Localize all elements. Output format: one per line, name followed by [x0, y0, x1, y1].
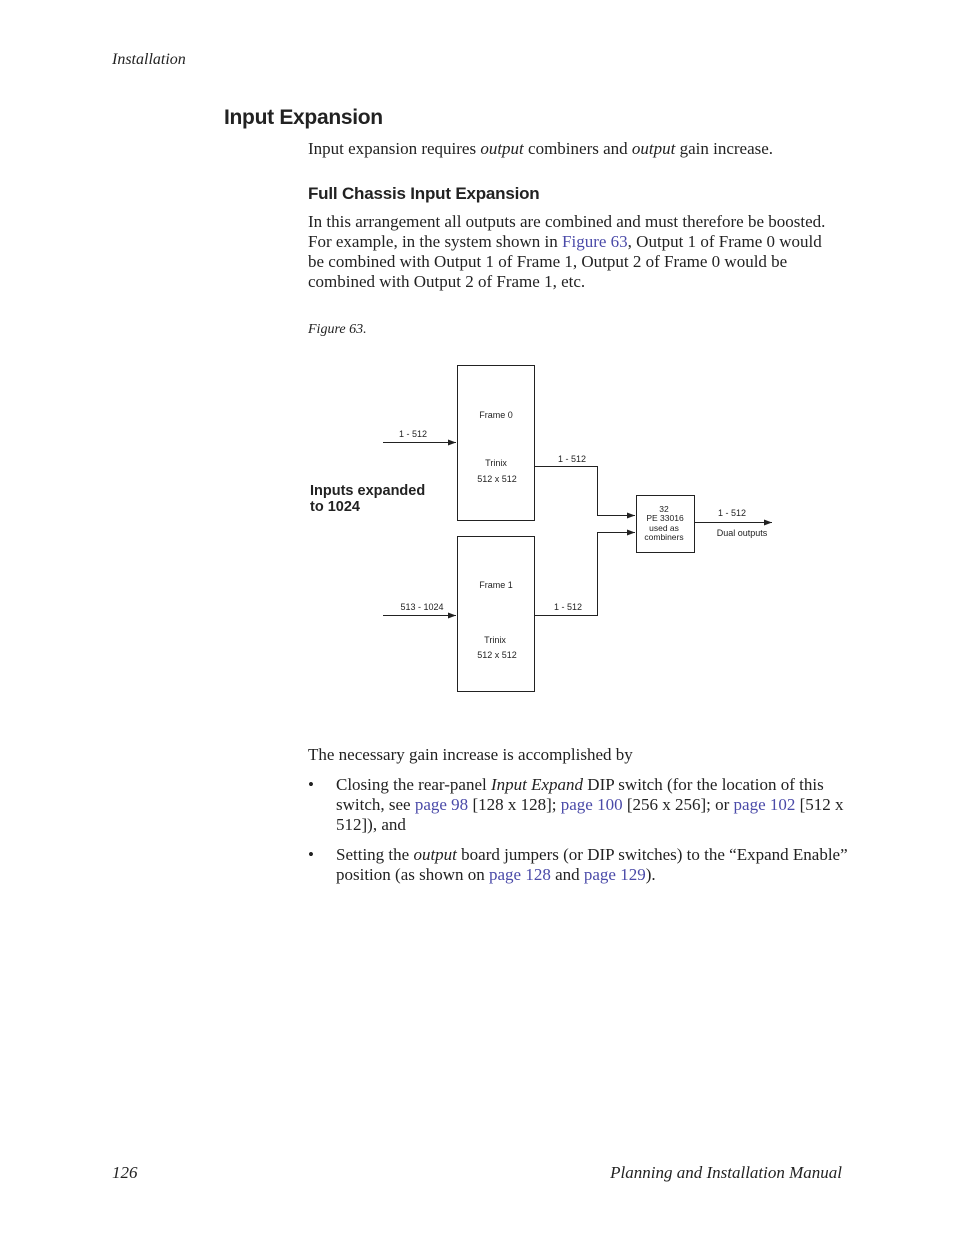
intro-paragraph	[308, 139, 848, 159]
page-128-link[interactable]: page 128	[489, 865, 551, 884]
bullet1-text-4: [256 x 256]; or	[622, 795, 734, 814]
bullet2-text-2: board jumpers (or DIP switches) to the “Expand Enable” position (as shown on	[336, 845, 848, 884]
bullet2-text-4: ).	[645, 865, 656, 884]
frame0-type: Trinix	[485, 458, 507, 468]
gain-intro-paragraph: The necessary gain increase is accomplished by	[308, 745, 633, 764]
bullet-mark: •	[308, 845, 314, 864]
inputs-expanded-label-1: Inputs expanded	[310, 483, 426, 499]
frame1-type: Trinix	[484, 635, 506, 645]
section-heading: Input Expansion	[224, 106, 383, 129]
intro-text-2: combiners and	[523, 139, 632, 158]
manual-title: Planning and Installation Manual	[610, 1163, 842, 1182]
figure-caption: Figure 63.	[308, 322, 367, 337]
gain-steps-list	[308, 775, 848, 895]
input-expansion-diagram	[300, 355, 790, 700]
frame1-name: Frame 1	[479, 580, 513, 590]
list-item	[308, 775, 848, 835]
input1-label: 513 - 1024	[400, 602, 444, 612]
frame0-size: 512 x 512	[477, 474, 517, 484]
intro-text-3: gain increase.	[675, 139, 774, 158]
frame0-output-line	[535, 467, 635, 516]
frame1-output-line	[535, 533, 635, 616]
bullet2-text-3: and	[550, 865, 584, 884]
bullet-mark: •	[308, 775, 314, 794]
list-item	[308, 845, 848, 885]
frame1-output-label: 1 - 512	[553, 602, 583, 612]
running-header: Installation	[112, 51, 186, 68]
arrangement-paragraph	[308, 212, 838, 292]
bullet1-text-1: Closing the rear-panel	[336, 775, 491, 794]
bullet1-text-3: [128 x 128];	[468, 795, 561, 814]
subsection-heading: Full Chassis Input Expansion	[308, 184, 540, 203]
intro-emphasis-1: output	[480, 139, 524, 158]
page-number: 126	[112, 1163, 138, 1182]
page-100-link[interactable]: page 100	[560, 795, 623, 814]
combiner-part: PE 33016	[646, 513, 684, 523]
bullet2-text-1: Setting the	[336, 845, 414, 864]
page-102-link[interactable]: page 102	[733, 795, 796, 814]
dual-outputs-label: Dual outputs	[716, 528, 768, 538]
bullet1-text-5: [512 x 512]), and	[336, 795, 844, 834]
figure-63-link[interactable]: Figure 63	[562, 232, 628, 251]
frame0-output-label: 1 - 512	[557, 454, 587, 464]
para-text-2: , Output 1 of Frame 0 would be combined with Output 1 of Frame 1, Output 2 of Frame 0 would be combined with Output 2 of Frame 1, etc.	[308, 232, 822, 291]
bullet1-emphasis: Input Expand	[490, 775, 584, 794]
combiner-usage: used as	[649, 523, 679, 533]
frame1-box	[458, 537, 535, 692]
combiner-role: combiners	[644, 532, 684, 542]
bullet2-emphasis: output	[413, 845, 457, 864]
page-129-link[interactable]: page 129	[583, 865, 646, 884]
intro-emphasis-2: output	[631, 139, 676, 158]
page-98-link[interactable]: page 98	[414, 795, 469, 814]
inputs-expanded-label-2: to 1024	[310, 499, 360, 515]
frame0-name: Frame 0	[479, 410, 513, 420]
combiner-count: 32	[659, 504, 669, 514]
intro-text-1: Input expansion requires	[308, 139, 481, 158]
para-text-1: In this arrangement all outputs are combined and must therefore be boosted. For example, in the system shown in	[308, 212, 826, 251]
final-output-range: 1 - 512	[717, 508, 747, 518]
input0-label: 1 - 512	[398, 429, 428, 439]
frame0-box	[458, 366, 535, 521]
frame1-size: 512 x 512	[477, 650, 517, 660]
bullet1-text-2: DIP switch (for the location of this switch, see	[336, 775, 824, 814]
